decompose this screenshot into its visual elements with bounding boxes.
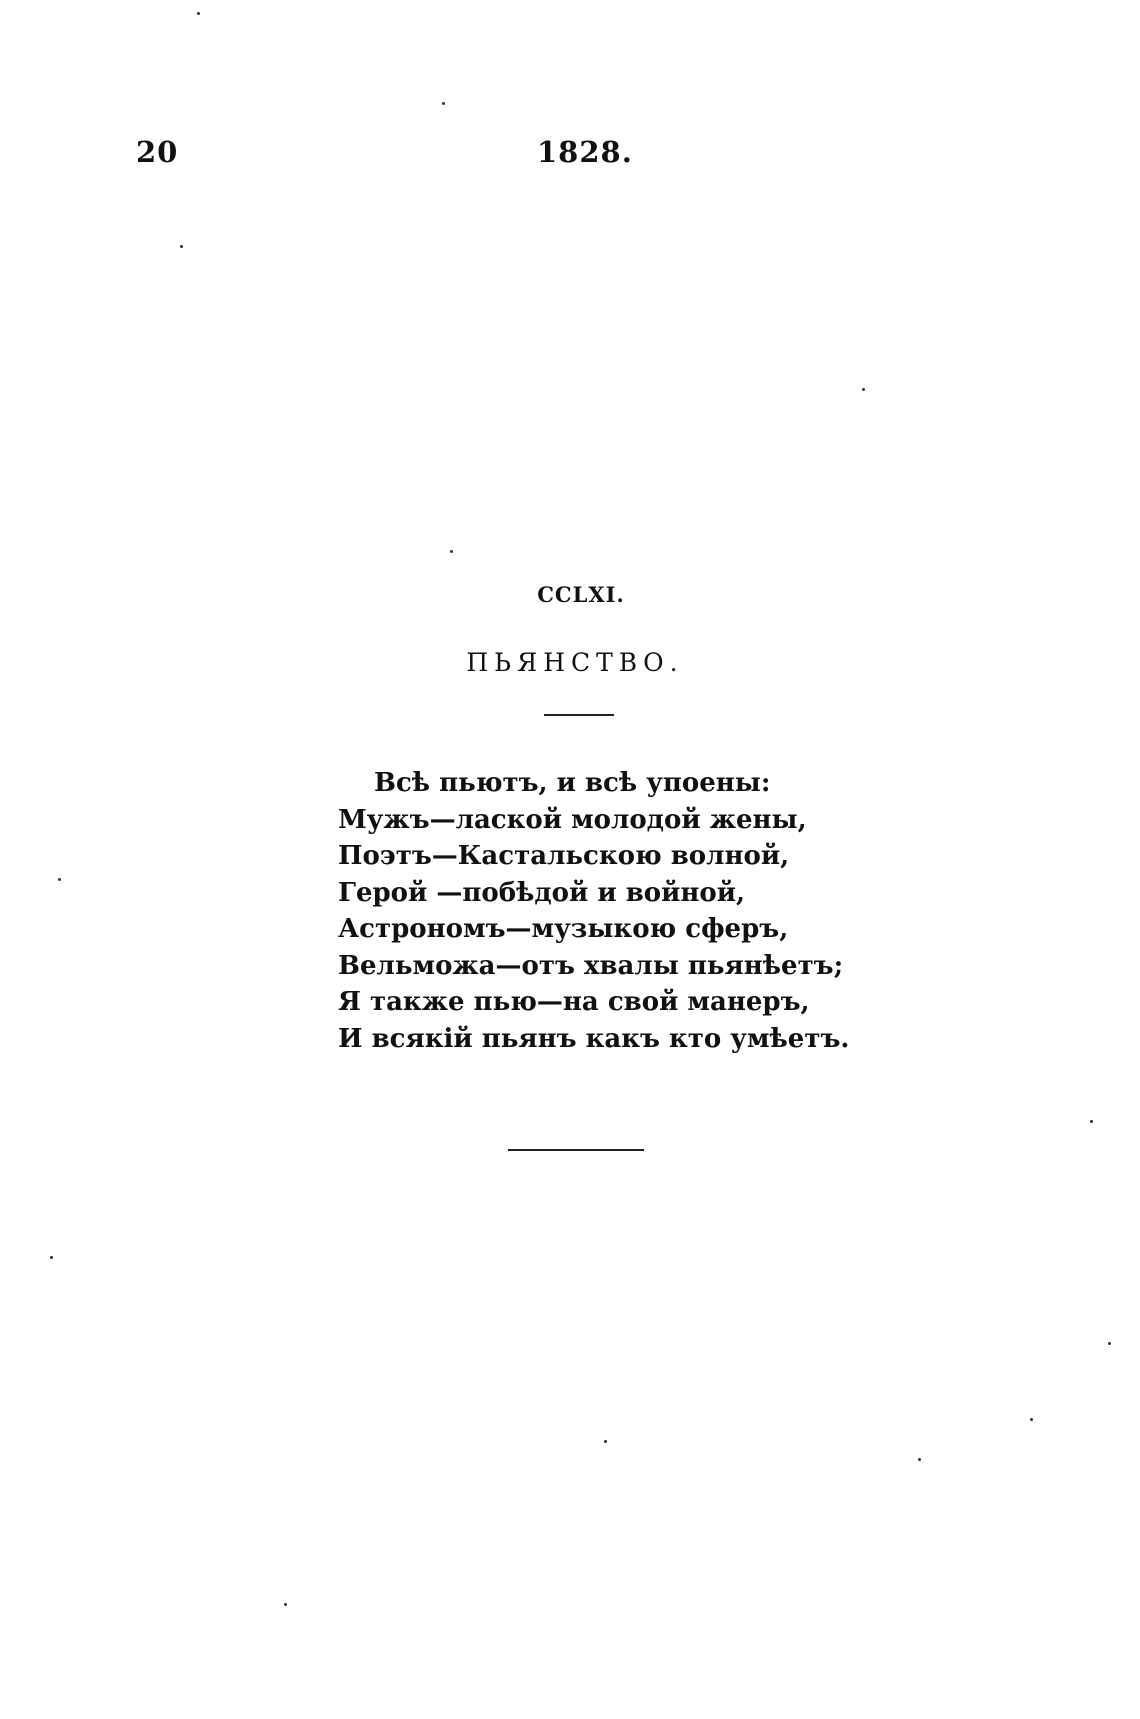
poem-line: Астрономъ—музыкою сферъ, [338, 914, 789, 944]
page-number: 20 [136, 135, 179, 169]
scan-speck [450, 550, 453, 553]
scan-speck [442, 102, 445, 105]
end-divider [508, 1149, 644, 1151]
poem-title: ПЬЯНСТВО. [466, 648, 684, 677]
scan-speck [1030, 1418, 1033, 1421]
poem-line: Вельможа—отъ хвалы пьянѣетъ; [338, 950, 844, 981]
poem-body [338, 765, 878, 1057]
scan-speck [604, 1440, 607, 1443]
poem-number: CCLXI. [537, 582, 625, 607]
poem-line: Поэтъ—Кастальскою волной, [338, 841, 790, 871]
scan-speck [918, 1458, 921, 1461]
scan-speck [180, 245, 183, 248]
scan-speck [862, 388, 865, 391]
running-head-year: 1828. [537, 135, 633, 169]
poem-line: Герой —побѣдой и войной, [338, 877, 746, 908]
scan-speck [1090, 1120, 1093, 1123]
scan-speck [284, 1603, 287, 1606]
title-divider [544, 714, 614, 716]
scan-speck [1108, 1342, 1111, 1345]
poem-line: И всякій пьянъ какъ кто умѣетъ. [338, 1023, 850, 1054]
scan-speck [197, 12, 200, 15]
poem-line: Всѣ пьютъ, и всѣ упоены: [374, 768, 771, 798]
poem-line: Я также пью—на свой манеръ, [338, 987, 810, 1017]
scan-speck [58, 878, 61, 881]
scan-speck [50, 1256, 53, 1259]
poem-line: Мужъ—лаской молодой жены, [338, 804, 807, 835]
